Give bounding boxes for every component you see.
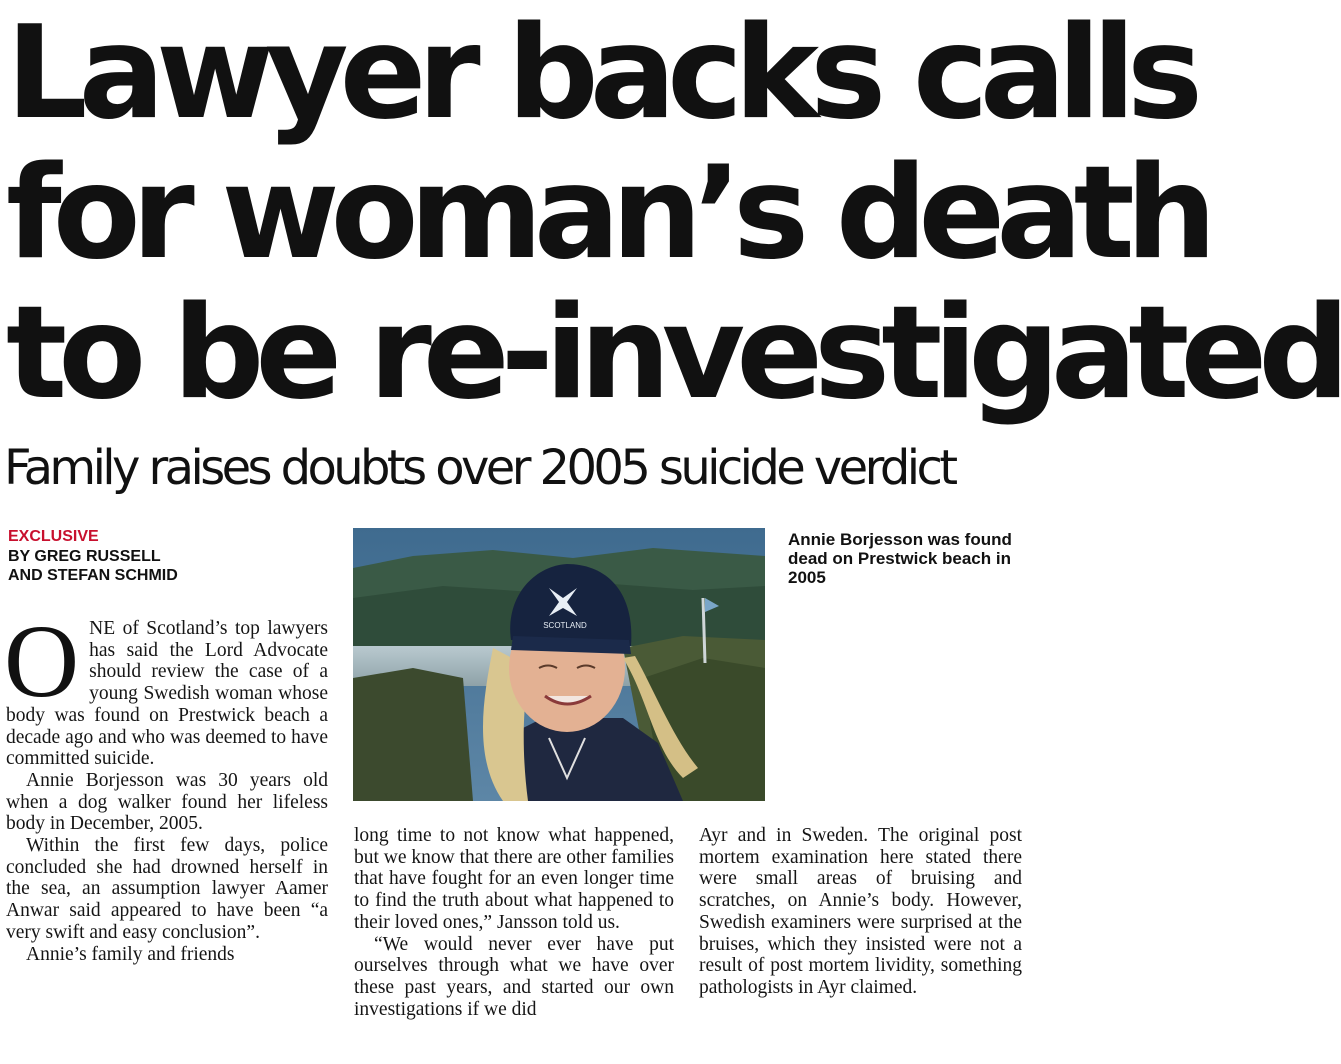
photo-illustration <box>353 528 765 801</box>
paragraph-2: Annie Borjesson was 30 years old when a dog walker found her lifeless body in December, 2005. <box>6 769 328 835</box>
article-column-3 <box>699 825 1022 999</box>
lead-text: NE of Scotland’s top lawyers has said the Lord Advocate should review the case of a young Swedish woman whose body was found on Prestwick beach a decade ago and who was deemed to have committed suicide. <box>6 618 328 770</box>
hat-text: SCOTLAND <box>543 621 587 630</box>
photo-caption: Annie Borjesson was found dead on Prestwick beach in 2005 <box>788 530 1012 587</box>
lead-paragraph <box>4 604 328 770</box>
headline-line-1: Lawyer backs calls <box>6 0 1195 148</box>
exclusive-kicker: EXCLUSIVE <box>8 528 99 545</box>
byline-line-2: AND STEFAN SCHMID <box>8 567 178 584</box>
paragraph-4: Annie’s family and friends <box>26 943 235 965</box>
col2-paragraph-2: “We would never ever have put ourselves through what we have over these past years, and started our own investigations if we did <box>354 933 674 1020</box>
drop-cap: O <box>4 604 80 719</box>
headline-line-2: for woman’s death <box>6 139 1208 288</box>
headline <box>6 0 1341 428</box>
headline-line-3: to be re-investigated <box>6 279 1341 428</box>
byline-line-1: BY GREG RUSSELL <box>8 548 161 565</box>
col3-paragraph-1: Ayr and in Sweden. The original post mortem examination here stated there were small areas of bruising and scratches, on Annie’s body. However, Swedish examiners were surprised at the bruises, which they insisted were not a result of post mortem lividity, something pathologists in Ayr claimed. <box>699 825 1022 998</box>
article-column-2 <box>354 825 674 1020</box>
byline <box>8 547 178 585</box>
article-photo <box>353 528 765 801</box>
subheadline: Family raises doubts over 2005 suicide verdict <box>4 440 955 496</box>
article-column-1 <box>4 604 328 965</box>
paragraph-3: Within the first few days, police concluded she had drowned herself in the sea, an assumption lawyer Aamer Anwar said appeared to have been “a very swift and easy conclusion”. <box>6 835 328 943</box>
col2-paragraph-1: long time to not know what happened, but we know that there are other families that have fought for an even longer time to find the truth about what happened to their loved ones,” Jansson told us. <box>354 825 675 933</box>
